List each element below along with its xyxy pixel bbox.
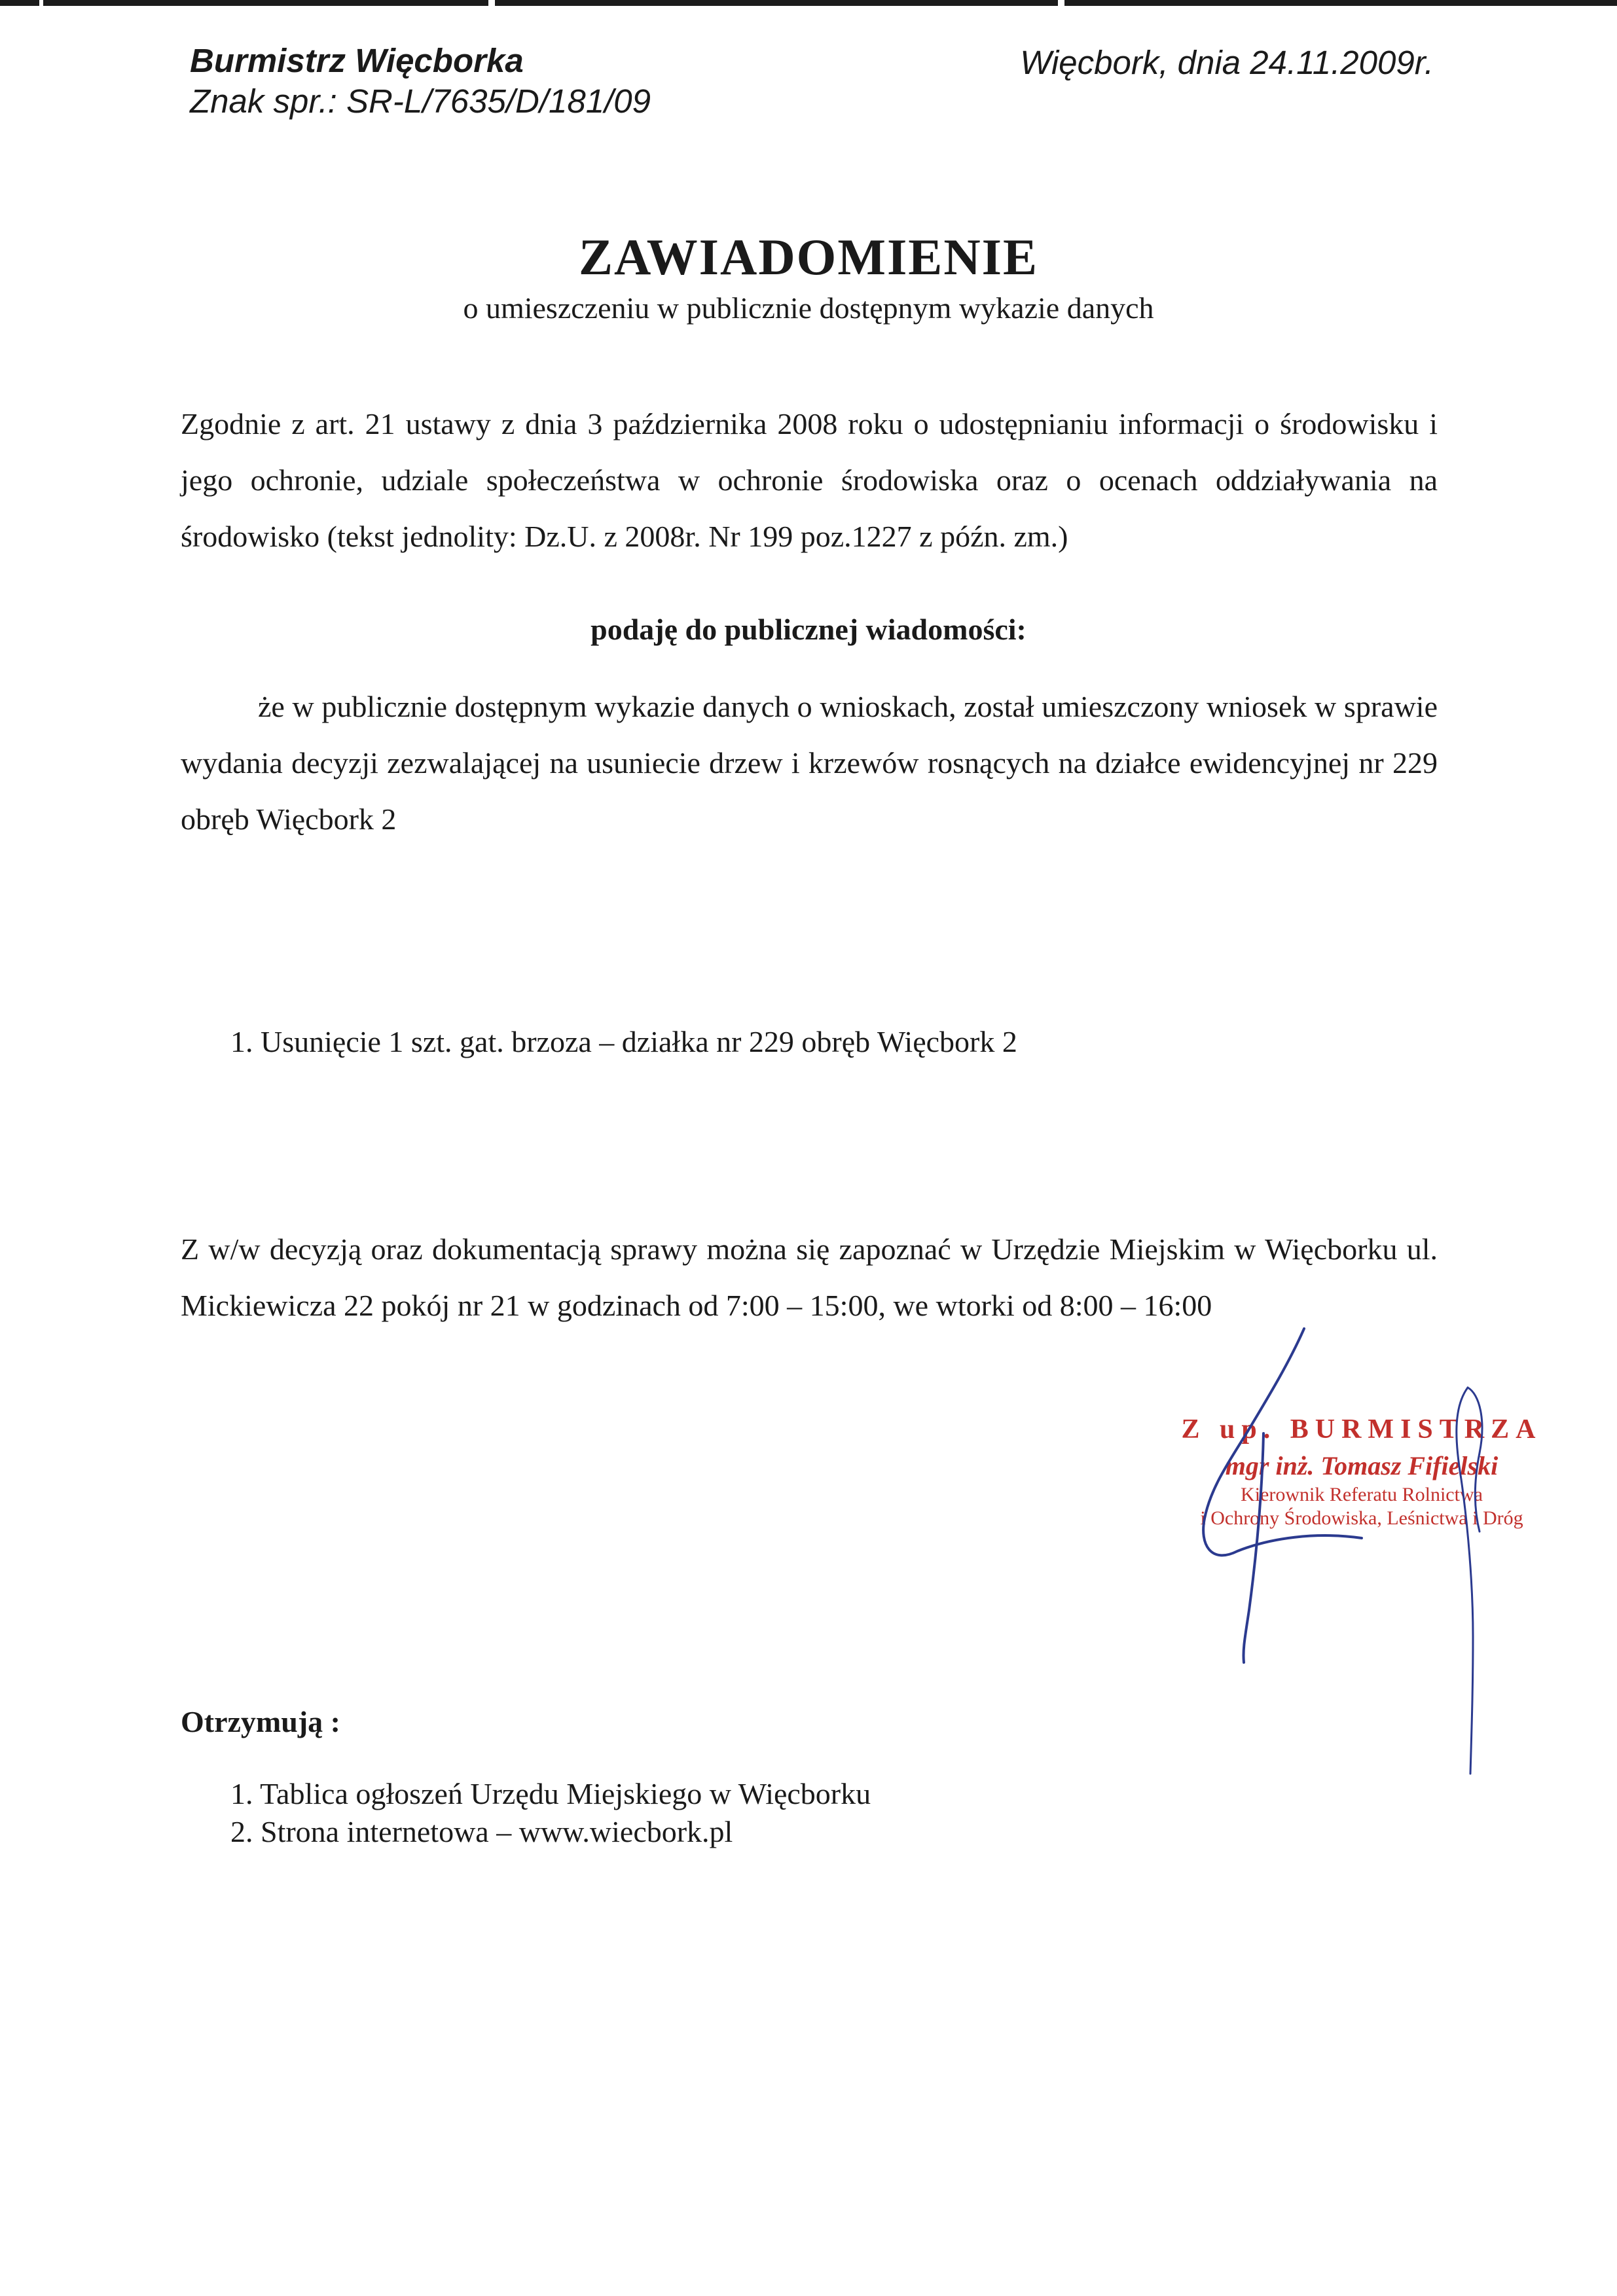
- announcement: podaję do publicznej wiadomości:: [590, 613, 1027, 646]
- list-item: 1. Usunięcie 1 szt. gat. brzoza – działka nr 229 obręb Więcbork 2: [230, 1025, 1017, 1058]
- receivers-list: [230, 1775, 871, 1851]
- access-paragraph: Z w/w decyzją oraz dokumentacją sprawy można się zapoznać w Urzędzie Miejskim w Więcborku ul. Mickiewicza 22 pokój nr 21 w godzinach od 7:00 – 15:00, we wtorki od 8:00 – 16:00: [181, 1232, 1438, 1322]
- receivers-label: Otrzymują :: [181, 1705, 340, 1738]
- issuer-block: [190, 41, 651, 122]
- case-reference: Znak spr.: SR-L/7635/D/181/09: [190, 82, 651, 120]
- legal-basis-paragraph: Zgodnie z art. 21 ustawy z dnia 3 października 2008 roku o udostępnianiu informacji o środowisku i jego ochronie, udziale społeczeństwa w ochronie środowiska oraz o ocenach oddziaływania na środowisko (tekst jednolity: Dz.U. z 2008r. Nr 199 poz.1227 z późn. zm.): [181, 407, 1438, 553]
- handwritten-signature: [1165, 1322, 1532, 1780]
- stamp-line-1: Z up. BURMISTRZA: [1181, 1414, 1542, 1444]
- receiver-item: 2. Strona internetowa – www.wiecbork.pl: [230, 1815, 733, 1848]
- issuer-name: Burmistrz Więcborka: [190, 42, 524, 79]
- stamp-line-2: mgr inż. Tomasz Fifielski: [1225, 1451, 1499, 1480]
- stamp-line-4: i Ochrony Środowiska, Leśnictwa i Dróg: [1200, 1507, 1523, 1529]
- place-date: Więcbork, dnia 24.11.2009r.: [1020, 44, 1434, 81]
- notice-paragraph: że w publicznie dostępnym wykazie danych o wnioskach, został umieszczony wniosek w sprawie wydania decyzji zezwalającej na usuniecie drzew i krzewów rosnących na działce ewidencyjnej nr 229 obręb Więcbork 2: [181, 690, 1438, 836]
- document-title: ZAWIADOMIENIE: [578, 228, 1039, 285]
- stamp-line-3: Kierownik Referatu Rolnictwa: [1241, 1484, 1483, 1505]
- scan-edge: [0, 0, 1617, 8]
- receiver-item: 1. Tablica ogłoszeń Urzędu Miejskiego w Więcborku: [230, 1777, 871, 1810]
- document-subtitle: o umieszczeniu w publicznie dostępnym wykazie danych: [463, 291, 1154, 325]
